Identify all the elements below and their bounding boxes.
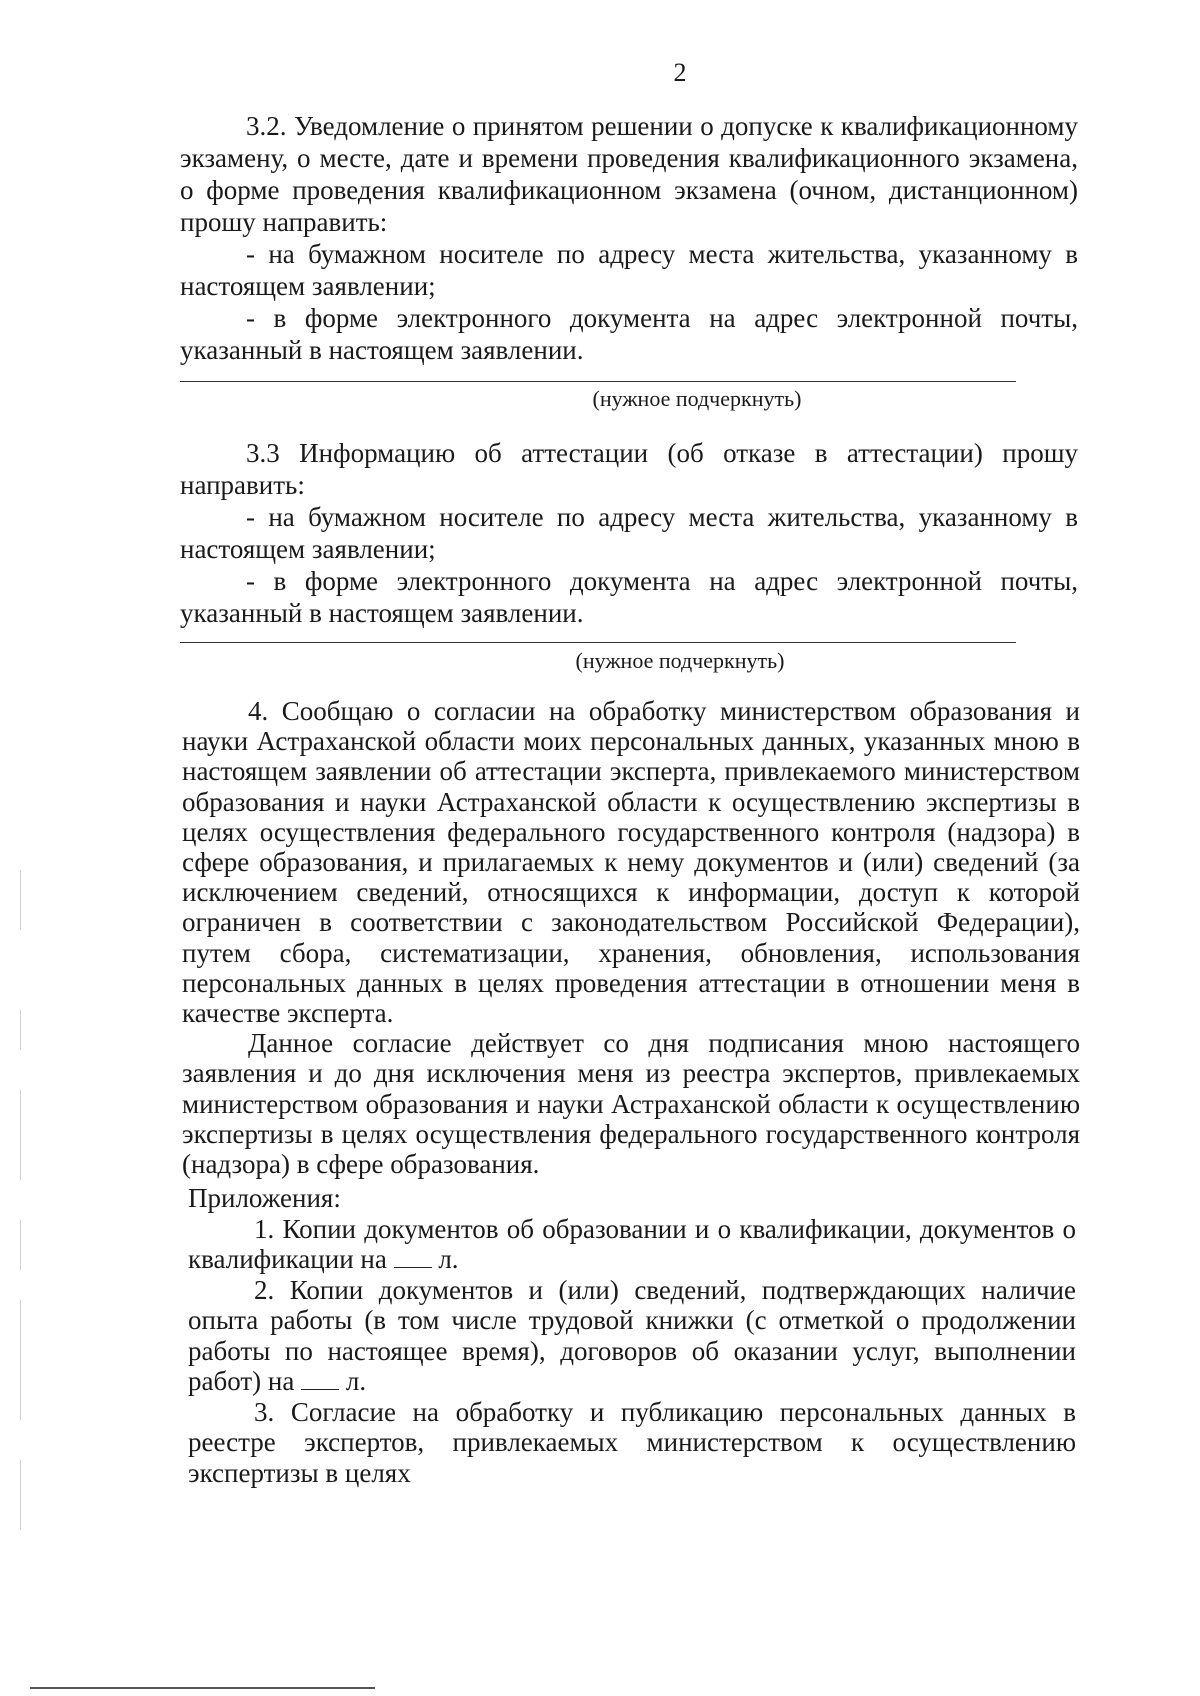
page-number: 2 xyxy=(673,58,687,87)
section-3-2-underline xyxy=(180,381,1016,382)
section-3-3-hint: (нужное подчеркнуть) xyxy=(575,648,785,673)
appendix-item-1-text: 1. Копии документов об образовании и о квалификации, документов о квалификации на xyxy=(188,1213,1076,1274)
appendix-item-1 xyxy=(188,1214,1076,1275)
appendices xyxy=(188,1183,1076,1488)
appendix-item-2-blank xyxy=(301,1369,339,1390)
section-3-2-option-electronic: - в форме электронного документа на адрес электронной почты, указанный в настоящем заявлении. xyxy=(180,303,1078,365)
appendix-item-3: 3. Согласие на обработку и публикацию персональных данных в реестре экспертов, привлекаемых министерством к осуществлению экспертизы в целях xyxy=(188,1396,1076,1488)
section-4 xyxy=(182,696,1080,1179)
section-3-2-option-paper: - на бумажном носителе по адресу места жительства, указанному в настоящем заявлении; xyxy=(180,239,1078,301)
appendix-item-1-blank xyxy=(394,1247,432,1268)
scan-margin-marks xyxy=(20,870,22,1570)
section-3-3-intro: 3.3 Информацию об аттестации (об отказе в аттестации) прошу направить: xyxy=(180,438,1078,500)
section-3-2 xyxy=(180,110,1078,366)
section-3-3-option-paper: - на бумажном носителе по адресу места жительства, указанному в настоящем заявлении; xyxy=(180,502,1078,564)
section-3-3-option-electronic: - в форме электронного документа на адрес электронной почты, указанный в настоящем заявлении. xyxy=(180,566,1078,628)
section-3-3-underline xyxy=(180,642,1016,643)
section-3-2-hint: (нужное подчеркнуть) xyxy=(592,386,802,411)
appendix-item-2-text: 2. Копии документов и (или) сведений, подтверждающих наличие опыта работы (в том числе трудовой книжки (с отметкой о продолжении работы по настоящее время), договоров об оказании услуг, выполнении работ) на xyxy=(188,1274,1076,1396)
section-3-2-intro: 3.2. Уведомление о принятом решении о допуске к квалификационному экзамену, о месте, дате и времени проведения квалификационного экзамена, о форме проведения квалификационном экзамена (очном, дистанционном) прошу направить: xyxy=(180,111,1078,237)
footer-rule xyxy=(30,1687,375,1689)
appendix-item-2 xyxy=(188,1275,1076,1397)
appendices-title: Приложения: xyxy=(188,1183,341,1213)
section-4-validity: Данное согласие действует со дня подписания мною настоящего заявления и до дня исключения меня из реестра экспертов, привлекаемых министерством образования и науки Астраханской области к осуществлению экспертизы в целях осуществления федерального государственного контроля (надзора) в сфере образования. xyxy=(182,1028,1080,1180)
section-3-3 xyxy=(180,437,1078,629)
appendix-item-1-suffix: л. xyxy=(438,1244,459,1274)
section-4-consent: 4. Сообщаю о согласии на обработку министерством образования и науки Астраханской области моих персональных данных, указанных мною в настоящем заявлении об аттестации эксперта, привлекаемого министерством образования и науки Астраханской области к осуществлению экспертизы в целях осуществления федерального государственного контроля (надзора) в сфере образования, и прилагаемых к нему документов и (или) сведений (за исключением сведений, относящихся к информации, доступ к которой ограничен в соответствии с законодательством Российской Федерации), путем сбора, систематизации, хранения, обновления, использования персональных данных в целях проведения аттестации в отношении меня в качестве эксперта. xyxy=(182,696,1080,1029)
appendix-item-2-suffix: л. xyxy=(345,1366,367,1396)
